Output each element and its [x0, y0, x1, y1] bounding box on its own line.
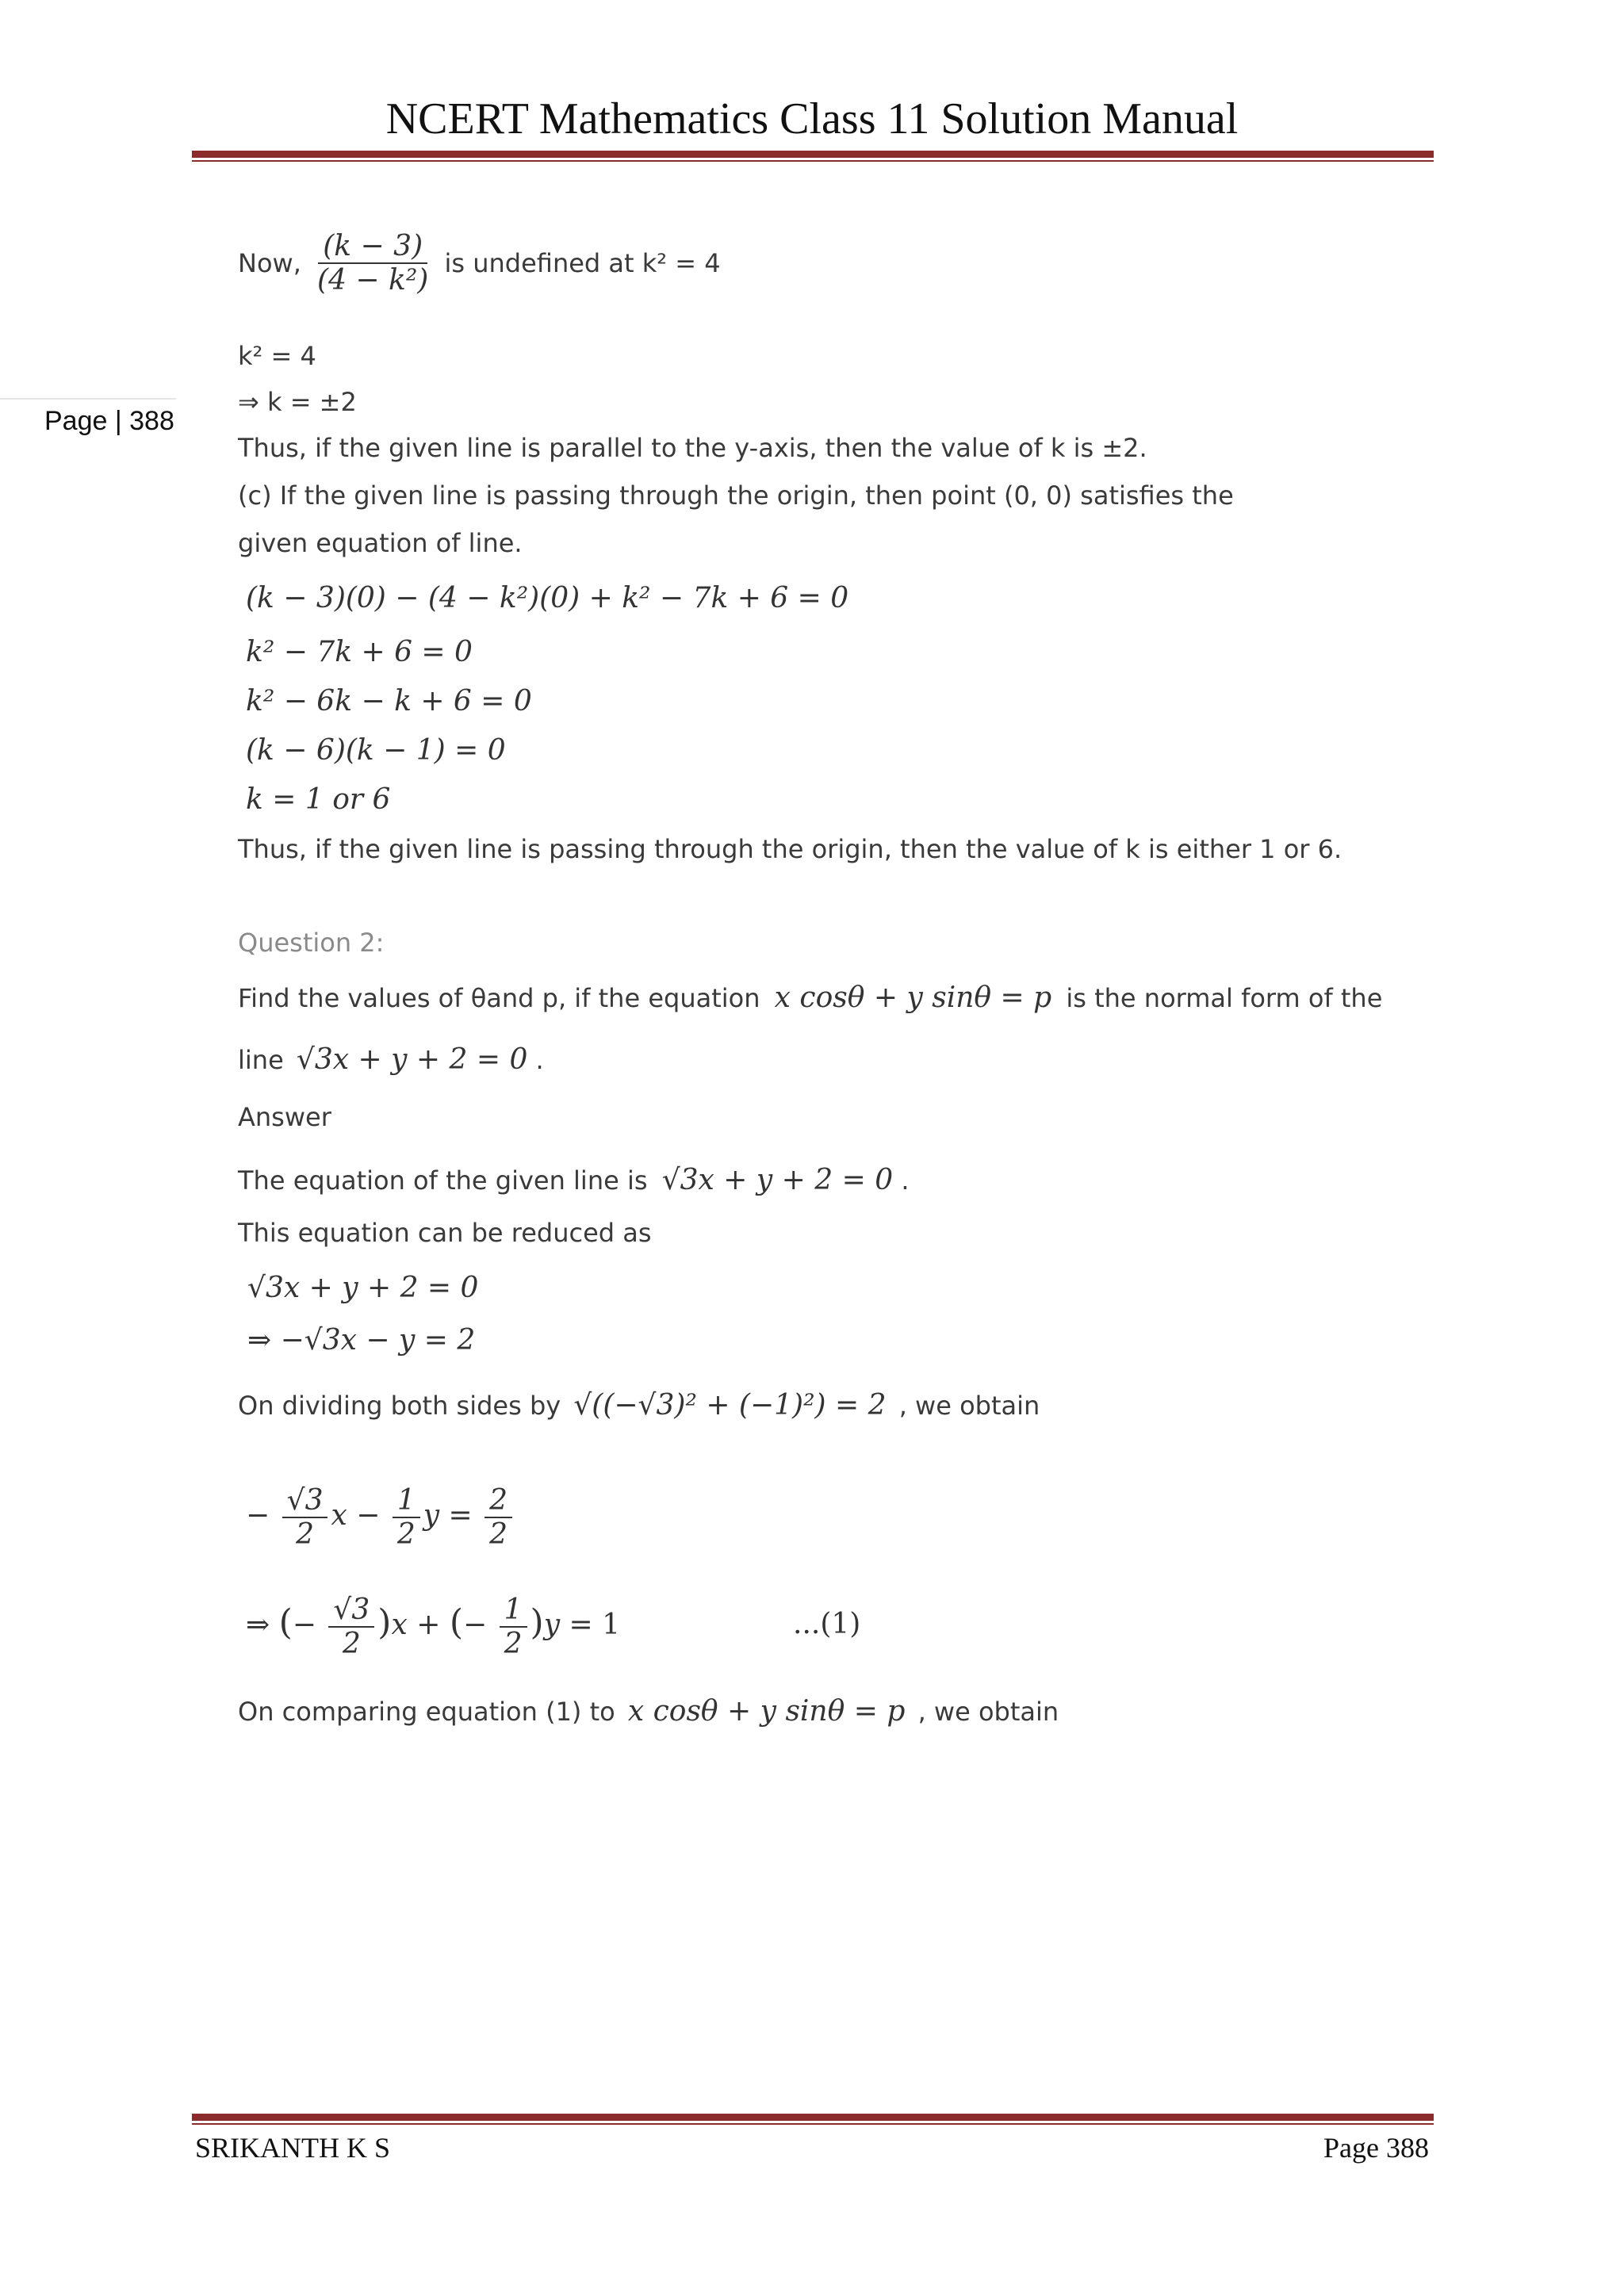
- footer-page-number: Page 388: [1323, 2132, 1429, 2164]
- question-2-text: [238, 982, 1382, 1014]
- fraction-1-over-2-b: [500, 1594, 527, 1660]
- fraction-2-over-2: [485, 1484, 512, 1551]
- dividing-prefix: On dividing both sides by: [238, 1391, 561, 1421]
- frac-e-den: 2: [504, 1628, 523, 1660]
- frac-b-den: 2: [396, 1518, 416, 1551]
- frac-c-num: 2: [485, 1484, 512, 1518]
- q2-prefix: Find the values of θand p, if the equation: [238, 983, 760, 1013]
- frac-b-num: 1: [393, 1484, 420, 1518]
- fraction-sqrt3-over-2-b: [328, 1594, 374, 1660]
- equation-2: k² − 7k + 6 = 0: [246, 636, 473, 668]
- q2-suffix: is the normal form of the: [1066, 983, 1383, 1013]
- q2-line-end: .: [535, 1045, 544, 1075]
- dividing-line: [238, 1389, 1040, 1422]
- thus-origin-line: Thus, if the given line is passing through the origin, then the value of k is either 1 or 6.: [238, 834, 1342, 864]
- frac-a-den: 2: [296, 1518, 314, 1551]
- fraction-numerator: (k − 3): [318, 230, 427, 264]
- fraction-1-over-2: [393, 1484, 420, 1551]
- fraction-sqrt3-over-2: [282, 1484, 328, 1551]
- reduced-equation-1: √3x + y + 2 = 0: [247, 1272, 479, 1304]
- undefined-fraction: [312, 230, 433, 297]
- footer-author: SRIKANTH K S: [195, 2132, 391, 2164]
- comparing-prefix: On comparing equation (1) to: [238, 1697, 615, 1727]
- fraction-equation-2: ⇒ (− $\frac{√3}{2}$ )x + (− $\frac{1}{2}$ )y = 1: [246, 1594, 620, 1660]
- part-c-line-1: (c) If the given line is passing through the origin, then point (0, 0) satisfies the: [238, 480, 1234, 511]
- thus-y-axis-line: Thus, if the given line is parallel to the y-axis, then the value of k is ±2.: [238, 433, 1147, 463]
- reduced-equation-2: ⇒ −√3x − y = 2: [247, 1324, 476, 1357]
- part-c-line-2: given equation of line.: [238, 528, 523, 558]
- now-line: [238, 230, 721, 297]
- given-prefix: The equation of the given line is: [238, 1165, 648, 1196]
- comparing-suffix: , we obtain: [917, 1697, 1059, 1727]
- side-page-number: Page | 388: [44, 406, 174, 436]
- dividing-equation: √((−√3)² + (−1)²) = 2: [573, 1389, 887, 1422]
- equation-5: k = 1 or 6: [246, 783, 391, 816]
- answer-label: Answer: [238, 1102, 331, 1132]
- fraction-equation-1: − $\frac{√3}{2}$ x − $\frac{1}{2}$ y = $\frac{2}{2}$: [246, 1484, 515, 1551]
- comparing-equation: x cosθ + y sinθ = p: [627, 1695, 906, 1728]
- frac-a-num: √3: [282, 1484, 328, 1518]
- q2-line-prefix: line: [238, 1045, 284, 1075]
- page-header-title: NCERT Mathematics Class 11 Solution Manual: [385, 94, 1239, 144]
- k-plus-minus-line: ⇒ k = ±2: [238, 387, 357, 417]
- frac-e-num: 1: [500, 1594, 527, 1628]
- now-prefix: Now,: [238, 248, 301, 278]
- equation-number-1: [793, 1608, 860, 1640]
- equation-number-text: ...(1): [793, 1608, 861, 1640]
- equation-3: k² − 6k − k + 6 = 0: [246, 685, 532, 718]
- question-2-heading: Question 2:: [238, 928, 385, 958]
- question-2-line: [238, 1043, 544, 1076]
- q2-normal-form-equation: x cosθ + y sinθ = p: [774, 982, 1052, 1014]
- q2-line-equation: √3x + y + 2 = 0: [296, 1043, 528, 1076]
- dividing-suffix: , we obtain: [898, 1391, 1040, 1421]
- given-equation: √3x + y + 2 = 0: [661, 1164, 894, 1196]
- frac-d-den: 2: [342, 1628, 361, 1660]
- now-suffix: is undefined at k² = 4: [444, 248, 721, 278]
- k-squared-line: k² = 4: [238, 341, 316, 371]
- equation-1: (k − 3)(0) − (4 − k²)(0) + k² − 7k + 6 = 0: [246, 582, 849, 614]
- comparing-line: [238, 1695, 1059, 1728]
- given-end: .: [901, 1165, 910, 1196]
- given-line-text: [238, 1164, 909, 1196]
- footer-rule: [192, 2114, 1434, 2125]
- frac-d-num: √3: [328, 1594, 374, 1628]
- frac-c-den: 2: [489, 1518, 508, 1551]
- reduced-text: This equation can be reduced as: [238, 1218, 652, 1248]
- fraction-denominator: (4 − k²): [317, 264, 429, 297]
- equation-4: (k − 6)(k − 1) = 0: [246, 734, 506, 767]
